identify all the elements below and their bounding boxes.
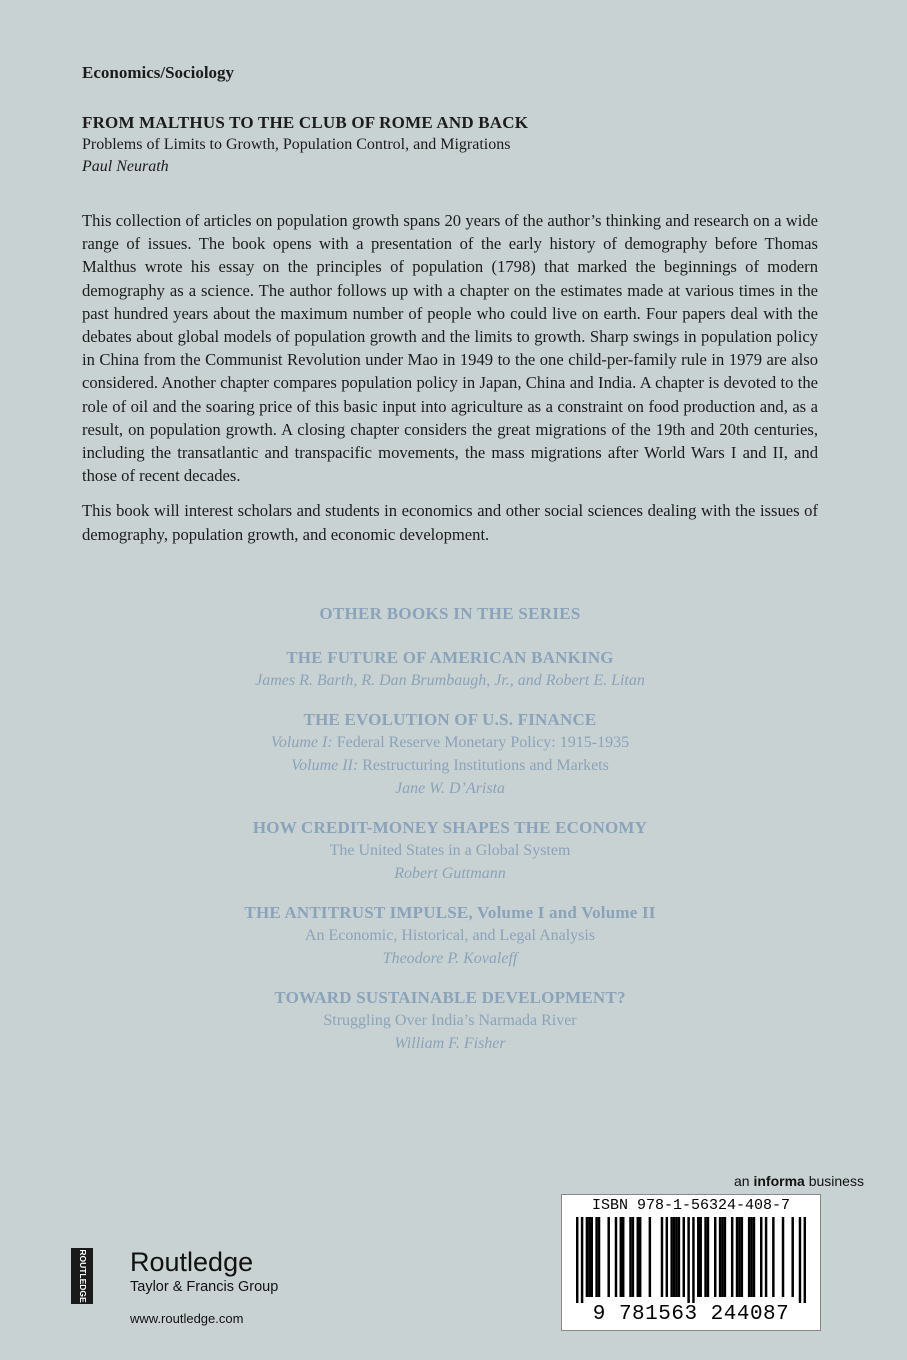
barcode-bar — [581, 1217, 583, 1303]
series-book-title: HOW CREDIT-MONEY SHAPES THE ECONOMY — [252, 818, 648, 837]
barcode-bar — [607, 1217, 609, 1297]
series-book — [82, 708, 818, 800]
description-paragraph: This collection of articles on population growth spans 20 years of the author’s thinking and research on a wide range of issues. The book opens with a presentation of the early history of demography before Thomas Malthus wrote his essay on the principles of population (1798) that marked the beginnings of modern demography as a science. The author follows up with a chapter on the estimates made at various times in the past hundred years about the maximum number of people who could live on earth. Four papers deal with the debates about global models of population growth and the limits to growth. Sharp swings in population policy in China from the Communist Revolution under Mao in 1949 to the one child-per-family rule in 1979 are also considered. Another chapter compares population policy in Japan, China and India. A chapter is devoted to the role of oil and the soaring price of this basic input into agriculture as a constraint on food production and, as a result, on population growth. A closing chapter considers the great migrations of the 19th and 20th centuries, including the transatlantic and transpacific movements, the mass migrations after World Wars I and II, and those of recent decades. — [82, 211, 818, 486]
barcode-bar — [595, 1217, 597, 1297]
series-book-volume — [82, 731, 818, 754]
informa-brand: informa — [753, 1173, 805, 1189]
barcode-bar — [692, 1217, 694, 1303]
barcode-bar — [632, 1217, 634, 1297]
barcode-bar — [673, 1217, 675, 1297]
routledge-logo-text: ROUTLEDGE — [77, 1249, 88, 1303]
book-title-block — [82, 112, 842, 178]
barcode-bar — [661, 1217, 663, 1297]
book-title: FROM MALTHUS TO THE CLUB OF ROME AND BACK — [82, 113, 529, 132]
barcode-bar — [675, 1217, 677, 1297]
series-book-subtitle: An Economic, Historical, and Legal Analysis — [304, 927, 596, 944]
barcode-bar — [799, 1217, 801, 1303]
barcode-bar — [629, 1217, 631, 1297]
series-book-title: THE ANTITRUST IMPULSE, Volume I and Volume II — [244, 903, 656, 922]
barcode-bar — [637, 1217, 639, 1297]
ean-digits: 9 781563 244087 — [592, 1303, 790, 1326]
barcode-bar — [782, 1217, 784, 1297]
publisher-website: www.routledge.com — [130, 1311, 244, 1326]
description-paragraph: This book will interest scholars and students in economics and other social sciences dealing with the issues of demography, population growth, and economic development. — [82, 501, 818, 544]
volume-text: Federal Reserve Monetary Policy: 1915-1935 — [332, 734, 630, 751]
barcode-bar — [714, 1217, 716, 1297]
barcode-bar — [724, 1217, 726, 1297]
series-book-subtitle: Struggling Over India’s Narmada River — [323, 1012, 577, 1029]
barcode-bar — [666, 1217, 668, 1297]
volume-label: Volume I: — [270, 734, 333, 751]
barcode-bar — [683, 1217, 685, 1297]
isbn-barcode — [561, 1194, 821, 1331]
barcode-bar — [598, 1217, 600, 1297]
series-book-author: James R. Barth, R. Dan Brumbaugh, Jr., and Robert E. Litan — [255, 672, 645, 689]
barcode-bar — [753, 1217, 755, 1297]
barcode-bar — [760, 1217, 762, 1297]
barcode-bar — [588, 1217, 590, 1297]
description — [82, 209, 818, 558]
barcode-bar — [791, 1217, 793, 1297]
barcode-bar — [615, 1217, 617, 1297]
informa-prefix: an — [734, 1173, 754, 1189]
series-book-volume — [82, 754, 818, 777]
barcode-bar — [586, 1217, 588, 1297]
barcode-bar — [741, 1217, 743, 1297]
series-book-author: Robert Guttmann — [394, 865, 506, 882]
series-book — [82, 986, 818, 1055]
series-book-subtitle: The United States in a Global System — [329, 842, 571, 859]
publisher-group: Taylor & Francis Group — [130, 1279, 279, 1295]
barcode-bar — [670, 1217, 672, 1297]
barcode-bar — [649, 1217, 651, 1297]
barcode-bar — [591, 1217, 593, 1297]
book-subtitle: Problems of Limits to Growth, Population Control, and Migrations — [82, 136, 511, 153]
barcode-bar — [707, 1217, 709, 1297]
barcode-bar — [620, 1217, 622, 1297]
series-heading: OTHER BOOKS IN THE SERIES — [319, 604, 581, 623]
barcode-bar — [719, 1217, 721, 1297]
barcode-bar — [721, 1217, 723, 1297]
informa-tagline — [734, 1173, 864, 1189]
barcode-bars — [576, 1217, 806, 1303]
isbn-label: ISBN 978-1-56324-408-7 — [591, 1197, 791, 1214]
series-book-title: TOWARD SUSTAINABLE DEVELOPMENT? — [274, 988, 626, 1007]
barcode-bar — [639, 1217, 641, 1297]
series-book-title: THE EVOLUTION OF U.S. FINANCE — [303, 710, 597, 729]
barcode-bar — [576, 1217, 578, 1303]
publisher-name: Routledge — [130, 1247, 254, 1277]
series-book — [82, 816, 818, 885]
barcode-bar — [738, 1217, 740, 1297]
series-book-title: THE FUTURE OF AMERICAN BANKING — [286, 648, 614, 667]
barcode-bar — [772, 1217, 774, 1297]
barcode-bar — [699, 1217, 701, 1297]
barcode-bar — [765, 1217, 767, 1297]
series-list — [82, 604, 818, 1071]
barcode-bar — [704, 1217, 706, 1297]
series-book-author: Theodore P. Kovaleff — [382, 950, 518, 967]
barcode-bar — [622, 1217, 624, 1297]
barcode-bar — [687, 1217, 689, 1303]
volume-label: Volume II: — [291, 757, 359, 774]
series-book — [82, 646, 818, 692]
informa-suffix: business — [804, 1173, 864, 1189]
routledge-logo-icon — [71, 1248, 93, 1304]
publisher-block — [130, 1246, 278, 1296]
barcode-bar — [748, 1217, 750, 1297]
barcode-bar — [697, 1217, 699, 1297]
series-book — [82, 901, 818, 970]
barcode-bar — [750, 1217, 752, 1297]
series-book-author: Jane W. D’Arista — [394, 780, 506, 797]
series-book-author: William F. Fisher — [394, 1035, 506, 1052]
barcode-bar — [678, 1217, 680, 1297]
volume-text: Restructuring Institutions and Markets — [358, 757, 609, 774]
barcode-bar — [804, 1217, 806, 1303]
barcode-bar — [731, 1217, 733, 1297]
category-label: Economics/Sociology — [82, 63, 235, 82]
book-author: Paul Neurath — [82, 158, 169, 175]
barcode-bar — [736, 1217, 738, 1297]
